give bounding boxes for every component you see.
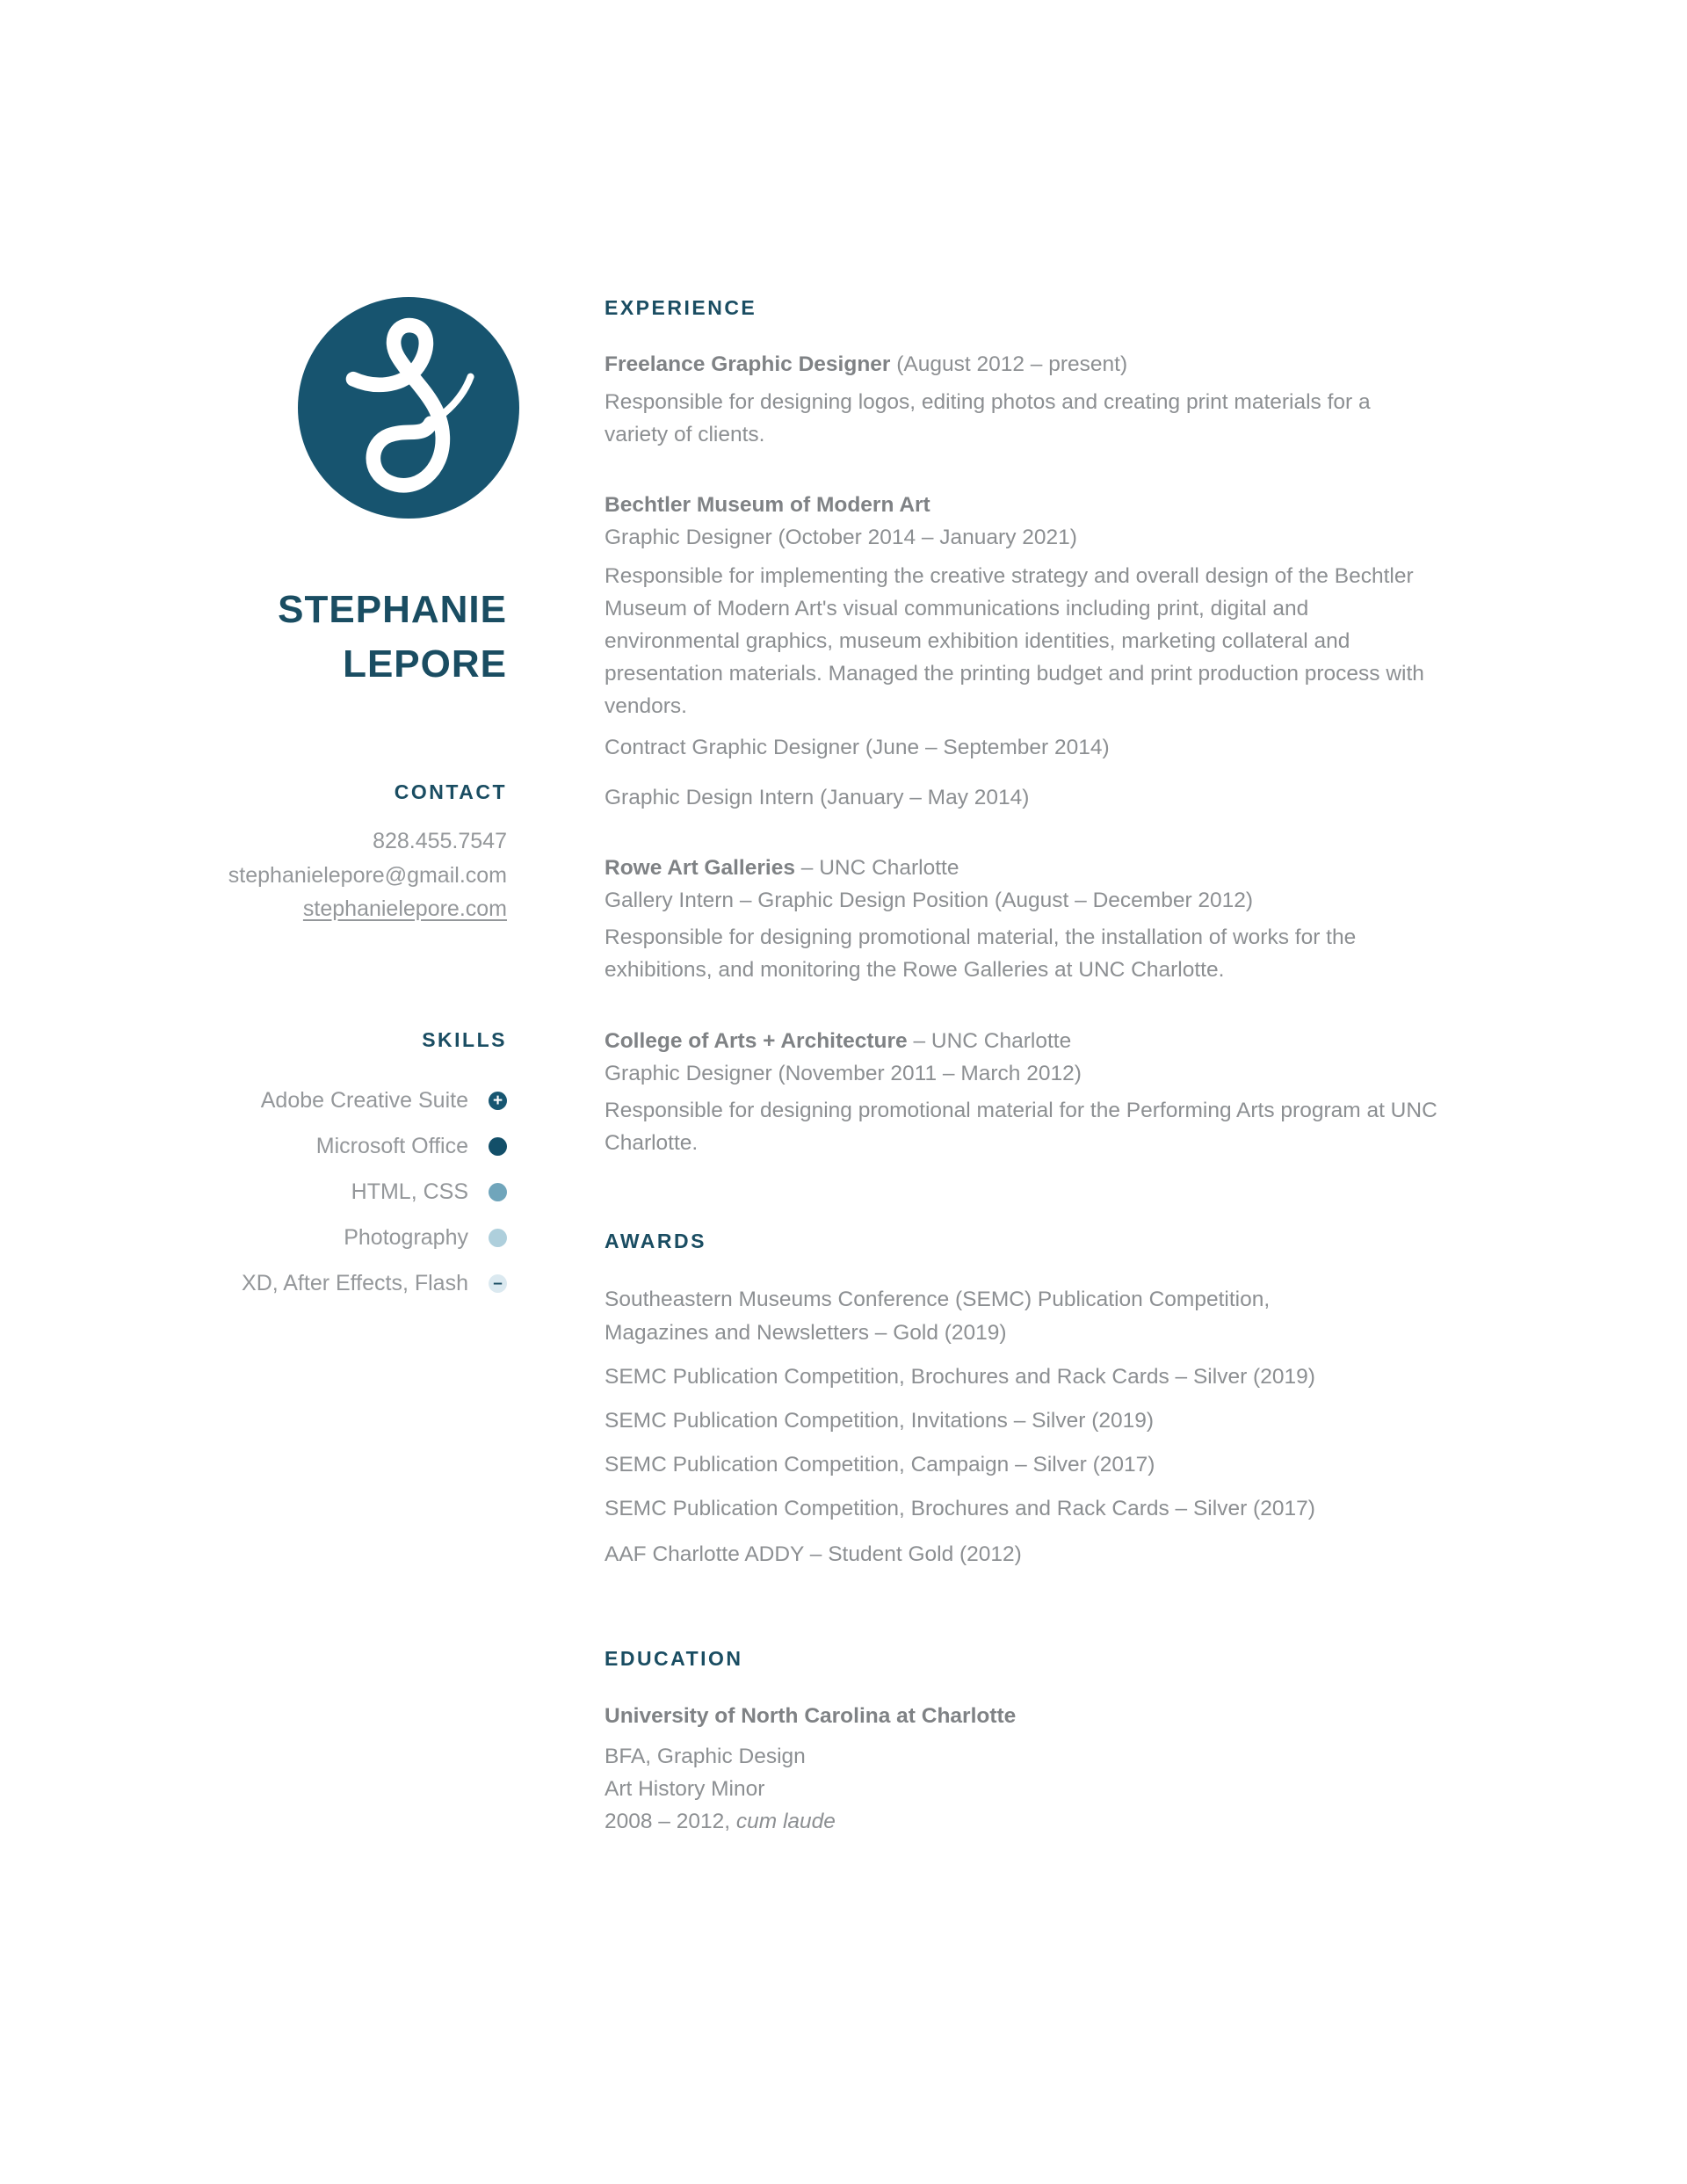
phone-number: 828.455.7547	[373, 829, 507, 853]
skill-row	[0, 1123, 507, 1169]
monogram-logo	[298, 297, 519, 519]
award-item: SEMC Publication Competition, Brochures and Rack Cards – Silver (2019)	[605, 1364, 1315, 1389]
award-item: SEMC Publication Competition, Invitations – Silver (2019)	[605, 1408, 1155, 1433]
filled-circle-icon	[489, 1183, 507, 1201]
job-role: Graphic Designer (October 2014 – January 2021)	[605, 526, 1077, 549]
award-item: SEMC Publication Competition, Campaign – Silver (2017)	[605, 1452, 1155, 1477]
contact-heading: CONTACT	[394, 780, 507, 803]
name-line-last: LEPORE	[343, 642, 507, 686]
job-role: Gallery Intern – Graphic Design Position (August – December 2012)	[605, 889, 1254, 912]
skill-label: Adobe Creative Suite	[260, 1087, 468, 1113]
experience-item-bechtler	[605, 489, 1439, 814]
job-role-secondary: Contract Graphic Designer (June – September 2014)	[605, 736, 1110, 759]
page-title-name	[0, 583, 507, 692]
awards-list	[605, 1283, 1315, 1582]
main-column	[605, 0, 1439, 2184]
education-heading: EDUCATION	[605, 1647, 743, 1670]
school-name: University of North Carolina at Charlotte	[605, 1704, 1017, 1728]
website-link[interactable]: stephanielepore.com	[302, 896, 507, 921]
education-block	[605, 1700, 1016, 1838]
job-description: Responsible for designing logos, editing photos and creating print materials for a variety of clients.	[605, 390, 1371, 446]
filled-circle-icon	[489, 1137, 507, 1156]
skill-row	[0, 1077, 507, 1123]
email-address: stephanielepore@gmail.com	[228, 862, 507, 888]
name-line-first: STEPHANIE	[278, 588, 507, 631]
award-item: Southeastern Museums Conference (SEMC) Publication Competition, Magazines and Newsletters – Gold (2019)	[605, 1288, 1271, 1345]
plus-circle-icon: +	[489, 1092, 507, 1110]
job-description: Responsible for implementing the creative strategy and overall design of the Bechtler Museum of Modern Art's visual communications including print, digital and environmental graphics, museum exhibition identities, marketing collateral and presentation materials. Managed the printing budget and print production process with vendors.	[605, 564, 1424, 718]
job-title: Freelance Graphic Designer (August 2012 – present)	[605, 352, 1128, 376]
awards-heading: AWARDS	[605, 1230, 706, 1252]
skill-label: HTML, CSS	[351, 1179, 468, 1204]
skill-row	[0, 1260, 507, 1306]
job-role: Graphic Designer (November 2011 – March 2012)	[605, 1062, 1082, 1085]
job-description: Responsible for designing promotional material for the Performing Arts program at UNC Charlotte.	[605, 1099, 1437, 1155]
contact-info	[0, 824, 507, 926]
minus-circle-icon: –	[489, 1274, 507, 1293]
experience-item-freelance	[605, 348, 1439, 451]
job-company: Bechtler Museum of Modern Art	[605, 493, 930, 517]
education-dates: 2008 – 2012, cum laude	[605, 1810, 836, 1833]
minor: Art History Minor	[605, 1777, 765, 1801]
skill-row	[0, 1215, 507, 1260]
award-item: SEMC Publication Competition, Brochures and Rack Cards – Silver (2017)	[605, 1496, 1315, 1520]
skill-label: Microsoft Office	[315, 1133, 468, 1158]
skill-label: XD, After Effects, Flash	[242, 1270, 468, 1295]
monogram-s-icon	[298, 297, 519, 519]
experience-heading: EXPERIENCE	[605, 296, 757, 319]
skills-heading: SKILLS	[422, 1028, 507, 1051]
skill-label: Photography	[344, 1224, 468, 1250]
job-description: Responsible for designing promotional material, the installation of works for the exhibitions, and monitoring the Rowe Galleries at UNC Charlotte.	[605, 925, 1357, 982]
job-company: College of Arts + Architecture – UNC Charlotte	[605, 1029, 1072, 1053]
job-role-tertiary: Graphic Design Intern (January – May 2014)	[605, 786, 1030, 809]
degree: BFA, Graphic Design	[605, 1745, 806, 1768]
experience-item-rowe	[605, 852, 1439, 986]
skill-row	[0, 1169, 507, 1215]
skills-list	[0, 1077, 507, 1306]
job-company: Rowe Art Galleries – UNC Charlotte	[605, 856, 959, 880]
honors: cum laude	[735, 1810, 836, 1833]
award-item: AAF Charlotte ADDY – Student Gold (2012)	[605, 1542, 1022, 1566]
experience-item-coaa	[605, 1025, 1439, 1159]
filled-circle-icon	[489, 1229, 507, 1247]
